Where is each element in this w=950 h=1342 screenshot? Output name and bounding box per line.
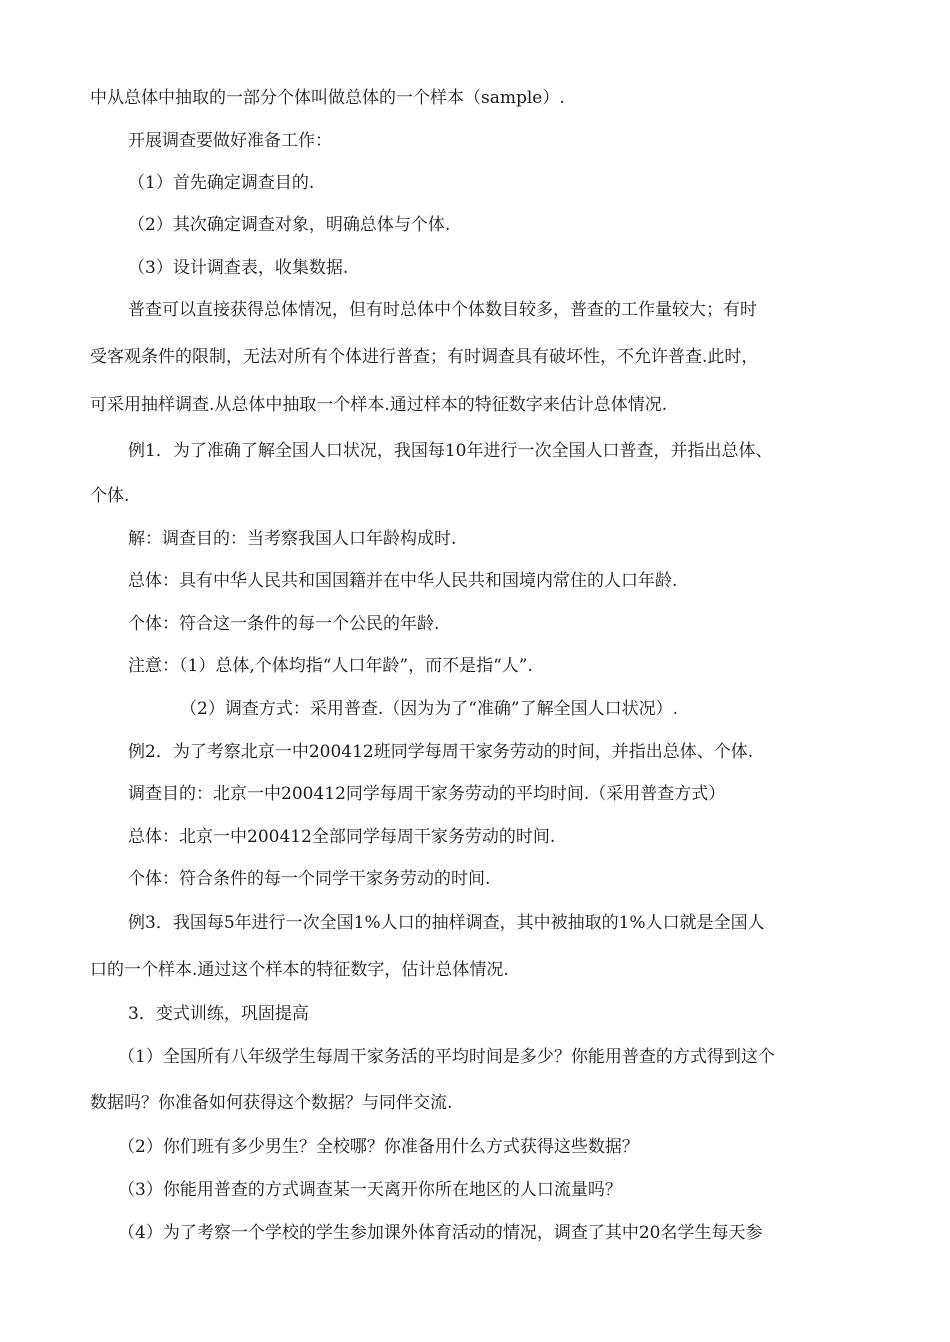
text-line: （4）为了考察一个学校的学生参加课外体育活动的情况，调查了其中20名学生每天参	[118, 1223, 763, 1243]
text-line: 受客观条件的限制，无法对所有个体进行普查；有时调查具有破坏性，不允许普查.此时，	[90, 347, 759, 367]
text-line: （2）其次确定调查对象，明确总体与个体.	[128, 215, 451, 235]
text-line: （2）你们班有多少男生？全校哪？你准备用什么方式获得这些数据？	[118, 1137, 639, 1157]
text-line: 调查目的：北京一中200412同学每周干家务劳动的平均时间.（采用普查方式）	[128, 784, 726, 804]
text-line: 个体：符合这一条件的每一个公民的年龄.	[128, 614, 440, 634]
text-line: 开展调查要做好准备工作：	[128, 131, 332, 151]
text-line: （2）调查方式：采用普查.（因为为了“准确”了解全国人口状况）.	[180, 699, 679, 719]
text-line: （1）首先确定调查目的.	[128, 173, 315, 193]
text-line: （1）全国所有八年级学生每周干家务活的平均时间是多少？你能用普查的方式得到这个	[118, 1047, 775, 1067]
text-line: （3）你能用普查的方式调查某一天离开你所在地区的人口流量吗？	[118, 1180, 622, 1200]
text-line: 个体：符合条件的每一个同学干家务劳动的时间.	[128, 869, 491, 889]
text-line: 数据吗？你准备如何获得这个数据？与同伴交流.	[90, 1093, 453, 1113]
text-line: 总体：具有中华人民共和国国籍并在中华人民共和国境内常住的人口年龄.	[128, 571, 678, 591]
text-line: 个体.	[90, 486, 130, 506]
text-line: 口的一个样本.通过这个样本的特征数字，估计总体情况.	[90, 960, 509, 980]
text-line: 总体：北京一中200412全部同学每周干家务劳动的时间.	[128, 827, 556, 847]
text-line: 中从总体中抽取的一部分个体叫做总体的一个样本（sample）.	[90, 88, 565, 108]
text-line: 普查可以直接获得总体情况，但有时总体中个体数目较多，普查的工作量较大；有时	[128, 300, 757, 320]
text-line: 例2．为了考察北京一中200412班同学每周干家务劳动的时间，并指出总体、个体.	[128, 742, 754, 762]
section-heading: 3．变式训练，巩固提高	[128, 1004, 309, 1024]
text-line: 例1．为了准确了解全国人口状况，我国每10年进行一次全国人口普查，并指出总体、	[128, 441, 773, 461]
text-line: 解：调查目的：当考察我国人口年龄构成时.	[128, 529, 457, 549]
text-line: 注意：（1）总体,个体均指“人口年龄”，而不是指“人”.	[128, 656, 533, 676]
text-line: 可采用抽样调查.从总体中抽取一个样本.通过样本的特征数字来估计总体情况.	[90, 395, 668, 415]
text-line: 例3．我国每5年进行一次全国1%人口的抽样调查，其中被抽取的1%人口就是全国人	[128, 913, 765, 933]
text-line: （3）设计调查表，收集数据.	[128, 258, 349, 278]
